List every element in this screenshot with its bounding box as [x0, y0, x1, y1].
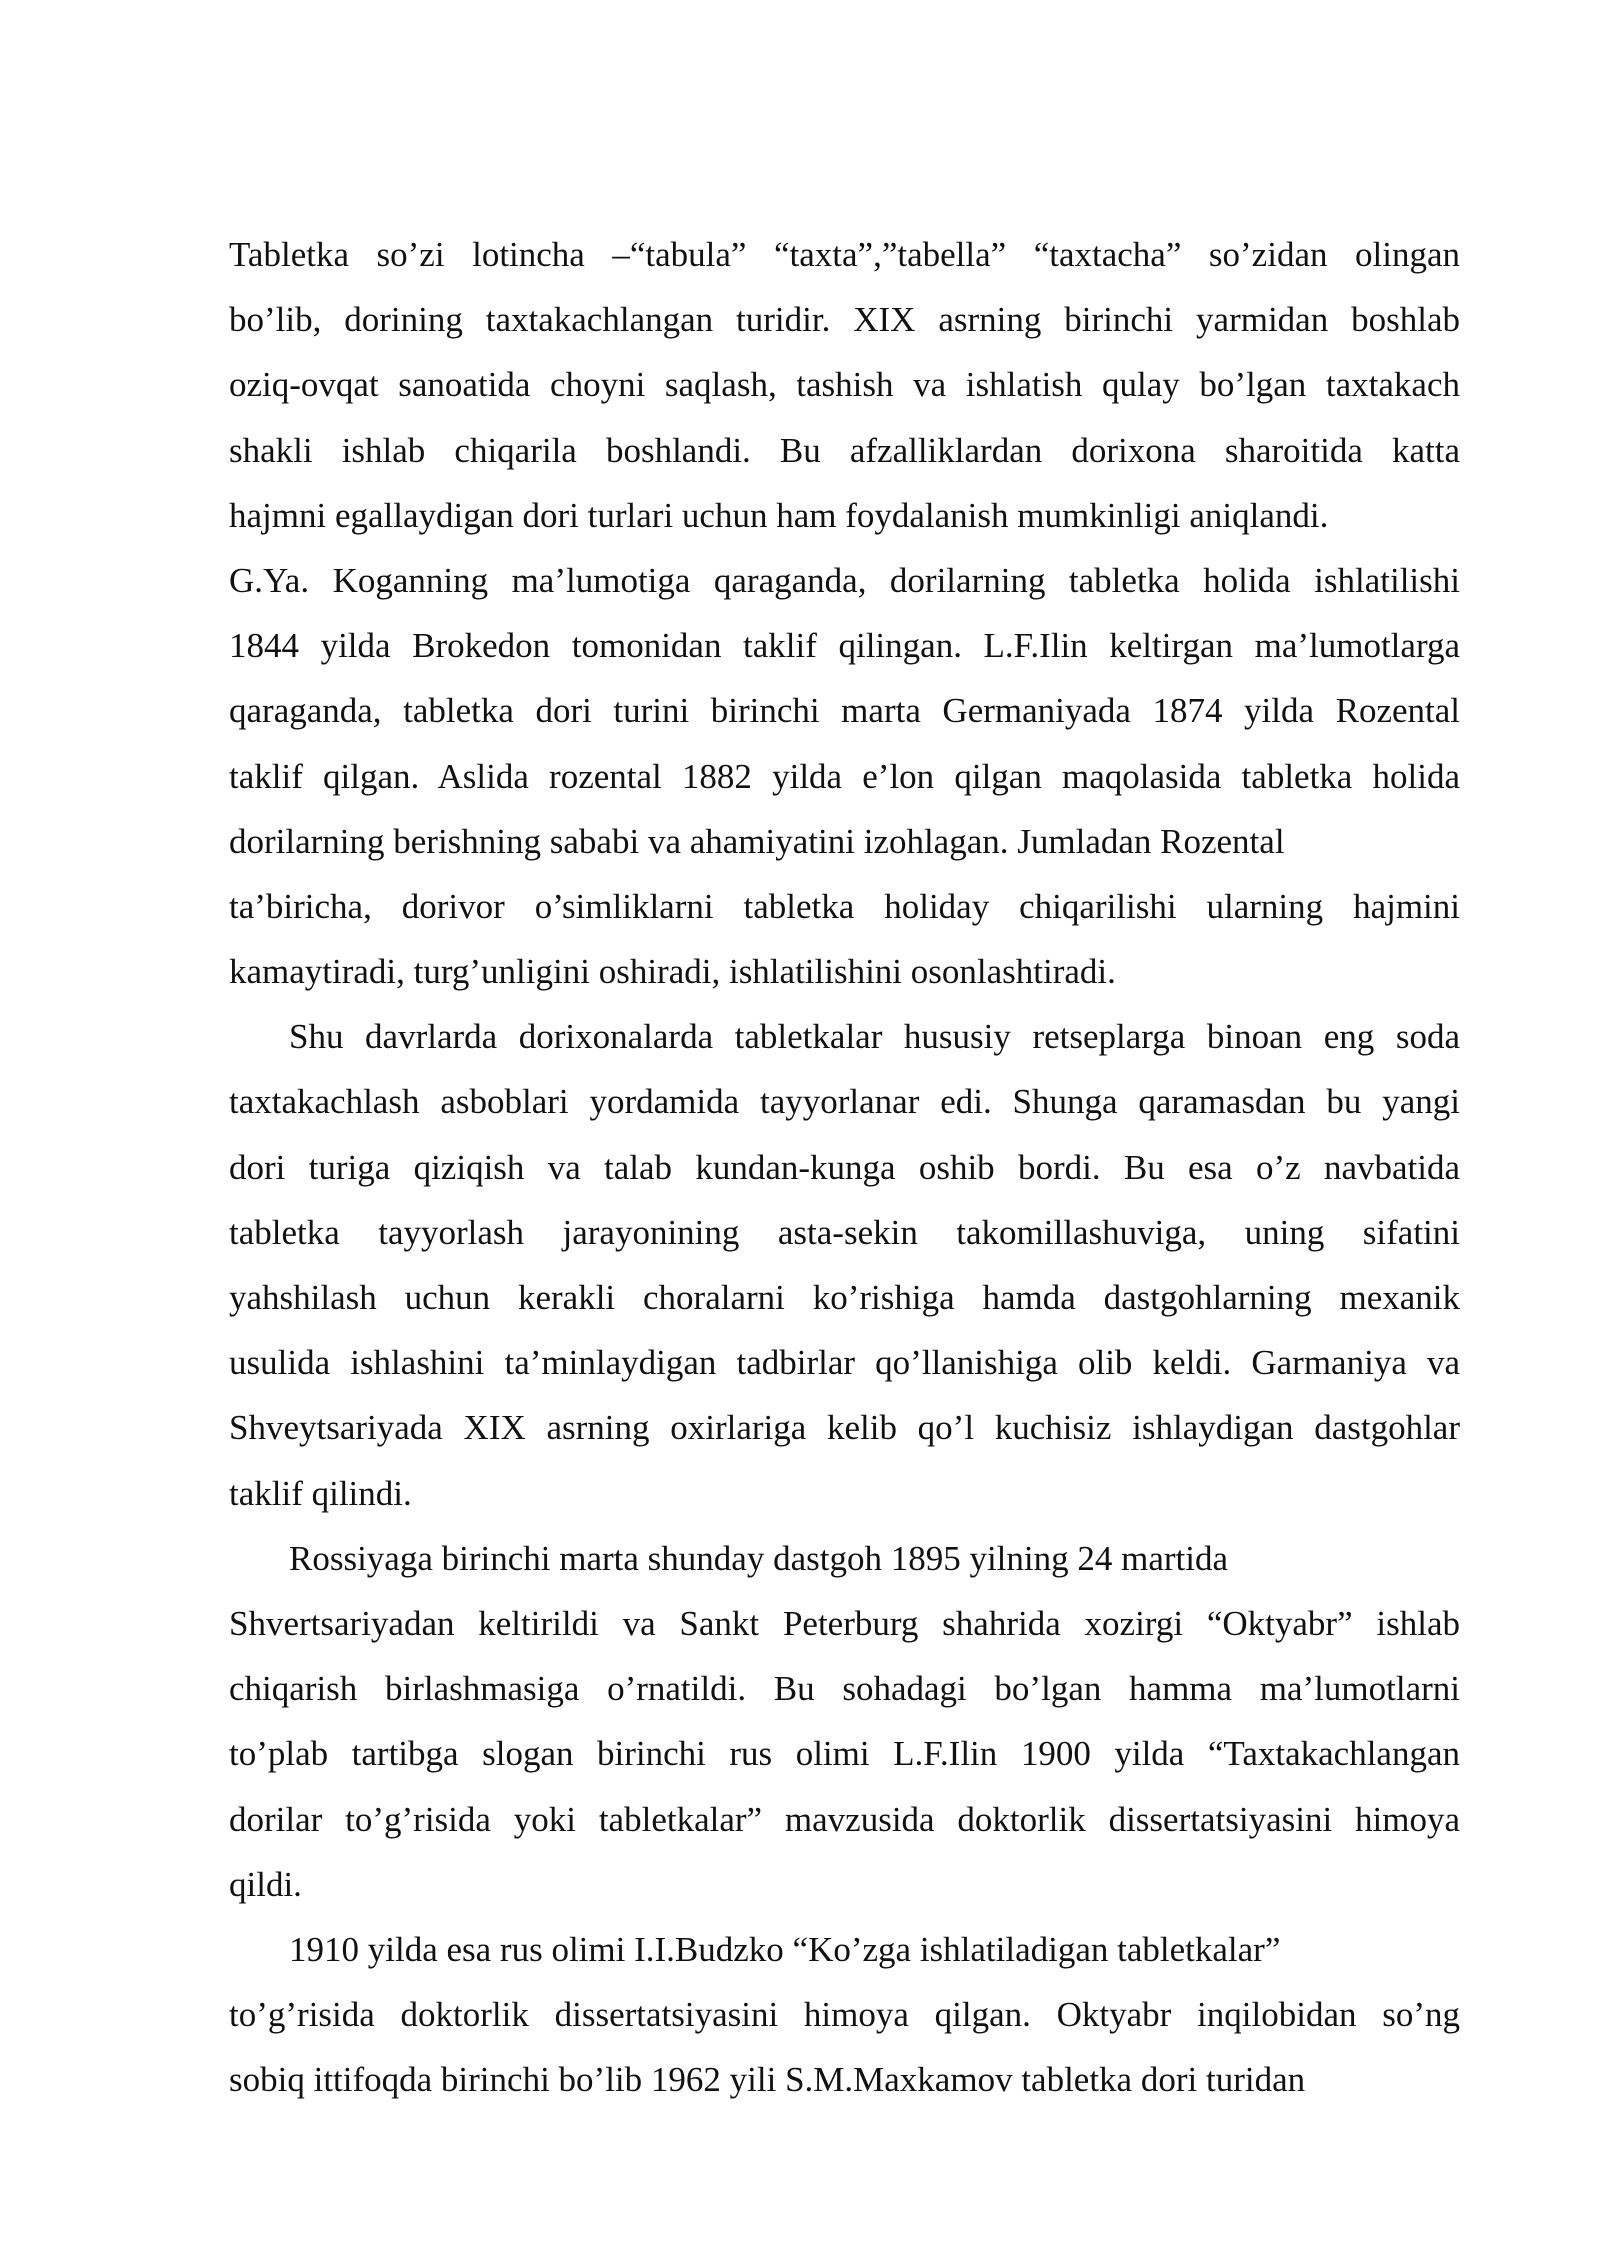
text-line: G.Ya. Koganning ma’lumotiga qaraganda, dorilarning tabletka holida ishlatilishi [229, 560, 1460, 600]
text-line: qaraganda, tabletka dori turini birinchi marta Germaniyada 1874 yilda Rozental [229, 691, 1460, 731]
text-line: bo’lib, dorining taxtakachlangan turidir. XIX asrning birinchi yarmidan boshlab [229, 300, 1460, 340]
text-line: dori turiga qiziqish va talab kundan-kunga oshib bordi. Bu esa o’z navbatida [229, 1147, 1460, 1187]
text-line: taklif qilgan. Aslida rozental 1882 yilda e’lon qilgan maqolasida tabletka holida [229, 756, 1460, 796]
text-line: Shveytsariyada XIX asrning oxirlariga kelib qo’l kuchisiz ishlaydigan dastgohlar [229, 1408, 1460, 1448]
text-line: usulida ishlashini ta’minlaydigan tadbirlar qo’llanishiga olib keldi. Garmaniya va [229, 1343, 1460, 1383]
text-line: to’g’risida doktorlik dissertatsiyasini himoya qilgan. Oktyabr inqilobidan so’ng [229, 1995, 1460, 2035]
text-line: kamaytiradi, turg’unligini oshiradi, ishlatilishini osonlashtiradi. [229, 952, 1116, 992]
text-line: chiqarish birlashmasiga o’rnatildi. Bu sohadagi bo’lgan hamma ma’lumotlarni [229, 1669, 1460, 1709]
text-line: qildi. [229, 1864, 302, 1904]
text-line: 1910 yilda esa rus olimi I.I.Budzko “Ko’zga ishlatiladigan tabletkalar” [289, 1929, 1281, 1969]
text-line: taxtakachlash asboblari yordamida tayyorlanar edi. Shunga qaramasdan bu yangi [229, 1082, 1460, 1122]
text-line: yahshilash uchun kerakli choralarni ko’rishiga hamda dastgohlarning mexanik [229, 1278, 1460, 1317]
text-line: tabletka tayyorlash jarayonining asta-sekin takomillashuviga, uning sifatini [229, 1212, 1460, 1252]
text-line: hajmni egallaydigan dori turlari uchun ham foydalanish mumkinligi aniqlandi. [229, 495, 1329, 535]
text-line: to’plab tartibga slogan birinchi rus olimi L.F.Ilin 1900 yilda “Taxtakachlangan [229, 1734, 1460, 1774]
text-line: 1844 yilda Brokedon tomonidan taklif qilingan. L.F.Ilin keltirgan ma’lumotlarga [229, 626, 1460, 666]
text-line: Tabletka so’zi lotincha –“tabula” “taxta”,”tabella” “taxtacha” so’zidan olingan [229, 235, 1460, 274]
text-line: dorilarning berishning sababi va ahamiyatini izohlagan. Jumladan Rozental [229, 821, 1285, 861]
text-line: Shvertsariyadan keltirildi va Sankt Peterburg shahrida xozirgi “Oktyabr” ishlab [229, 1603, 1460, 1643]
text-line: shakli ishlab chiqarila boshlandi. Bu afzalliklardan dorixona sharoitida katta [229, 430, 1460, 470]
text-line: dorilar to’g’risida yoki tabletkalar” mavzusida doktorlik dissertatsiyasini himoya [229, 1799, 1460, 1839]
text-line: ta’biricha, dorivor o’simliklarni tabletka holiday chiqarilishi ularning hajmini [229, 886, 1460, 926]
text-line: Rossiyaga birinchi marta shunday dastgoh 1895 yilning 24 martida [289, 1538, 1229, 1578]
text-line: sobiq ittifoqda birinchi bo’lib 1962 yili S.M.Maxkamov tabletka dori turidan [229, 2060, 1306, 2100]
text-line: oziq-ovqat sanoatida choyni saqlash, tashish va ishlatish qulay bo’lgan taxtakach [229, 365, 1460, 405]
text-line: Shu davrlarda dorixonalarda tabletkalar hususiy retseplarga binoan eng soda [289, 1017, 1460, 1057]
text-line: taklif qilindi. [229, 1473, 412, 1513]
body-text [229, 222, 1460, 2112]
